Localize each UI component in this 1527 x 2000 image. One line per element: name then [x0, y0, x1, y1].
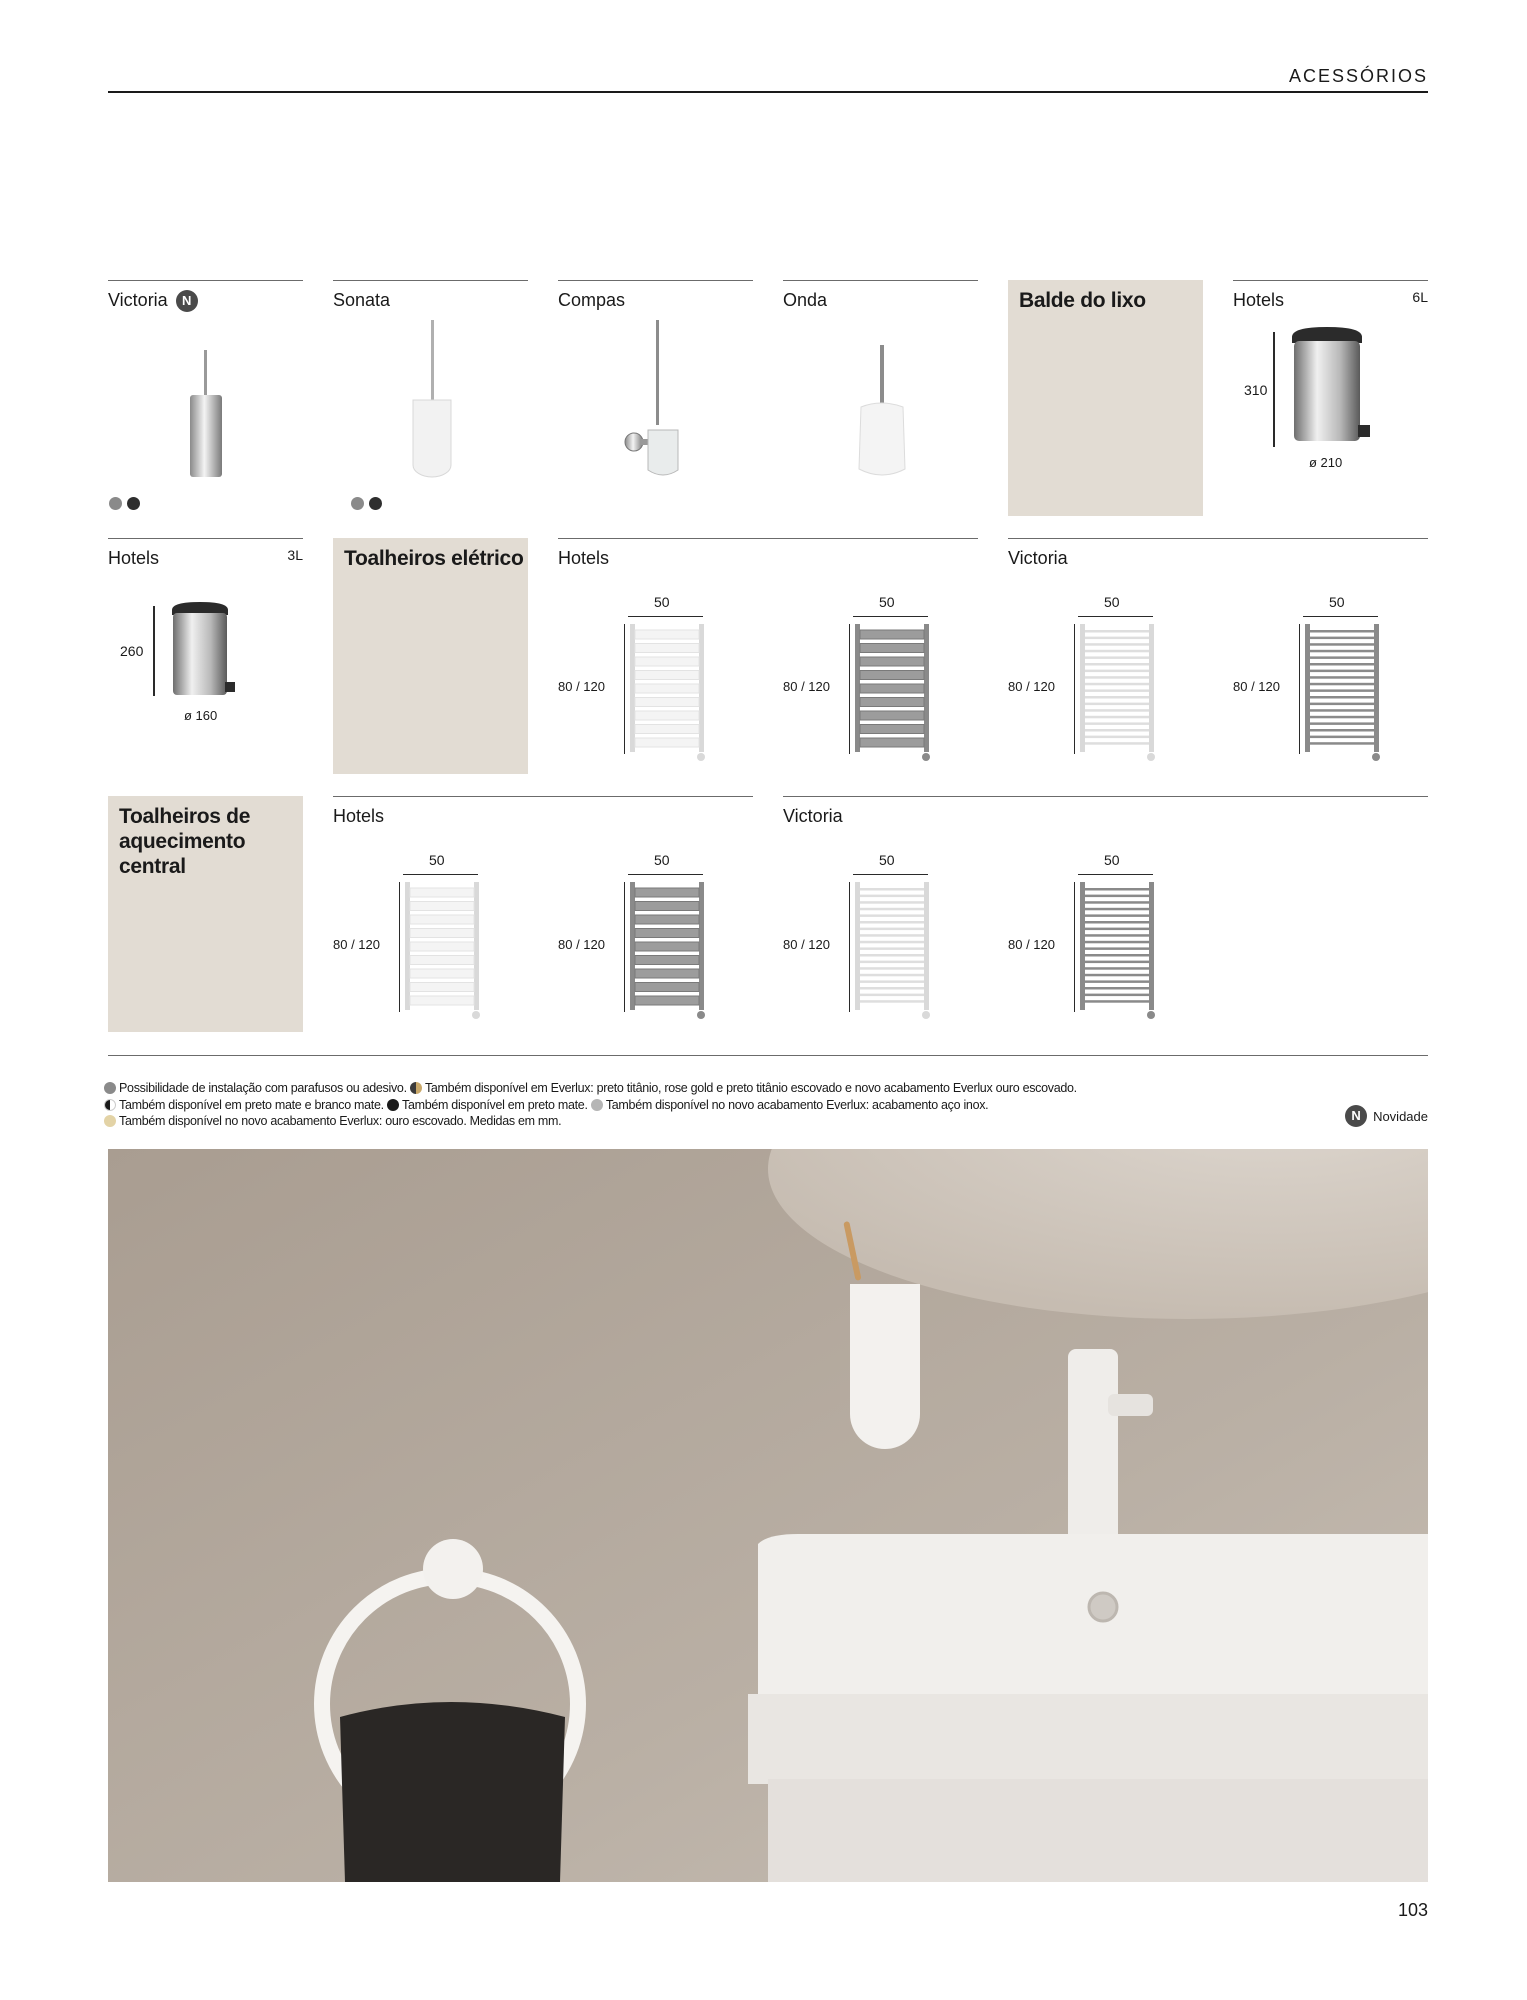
pedal-bin-image	[1288, 325, 1383, 455]
pedal-bin-image	[168, 600, 248, 705]
product-name: Hotels	[108, 548, 160, 568]
width-dimension-line	[853, 874, 928, 875]
height-dimension-line	[153, 606, 155, 696]
height-dimension-line	[624, 624, 625, 754]
legend-text: Também disponível em Everlux: preto titânio, rose gold e preto titânio escovado e novo acabamento Everlux ouro escovado.	[424, 1081, 1077, 1095]
legend-text: Possibilidade de instalação com parafusos ou adesivo.	[119, 1081, 407, 1095]
towel-rail-image	[853, 622, 933, 762]
product-name: Sonata	[333, 290, 391, 310]
legend-text: Também disponível no novo acabamento Everlux: acabamento aço inox.	[605, 1097, 989, 1112]
bins-section-header	[1008, 280, 1203, 516]
toilet-brush-image	[403, 320, 463, 485]
black-white-matte-icon	[104, 1099, 116, 1111]
new-legend-label: Novidade	[1373, 1109, 1428, 1124]
diameter-dimension: ø 160	[184, 708, 218, 723]
height-dimension-line	[624, 882, 625, 1012]
divider	[783, 280, 978, 281]
height-dimension: 260	[120, 643, 144, 659]
towel-rail-item[interactable]	[783, 538, 978, 778]
toilet-brush-image	[178, 350, 238, 480]
central-heating-towel-rails-header	[108, 796, 303, 1032]
finish-dot-grey	[351, 497, 364, 510]
towel-rail-item[interactable]	[783, 796, 978, 1036]
divider	[1233, 280, 1428, 281]
section-heading: Toalheiros elétrico	[344, 547, 524, 570]
divider	[108, 280, 303, 281]
section-title: ACESSÓRIOS	[1288, 66, 1428, 86]
width-dimension: 50	[1329, 594, 1345, 610]
towel-rail-item[interactable]	[1008, 538, 1203, 778]
height-dimension: 80 / 120	[558, 679, 605, 694]
width-dimension: 50	[1104, 594, 1120, 610]
group-name: Hotels	[558, 548, 610, 568]
capacity-label: 3L	[287, 547, 303, 563]
width-dimension-line	[628, 874, 703, 875]
towel-rail-item[interactable]	[558, 796, 753, 1036]
towel-rail-item[interactable]	[1233, 538, 1428, 778]
brushed-gold-icon	[104, 1115, 116, 1127]
section-heading: Toalheiros de aquecimento central	[119, 805, 251, 878]
black-matte-icon	[387, 1099, 399, 1111]
towel-rail-item[interactable]	[333, 796, 528, 1036]
towel-rail-image	[1078, 622, 1158, 762]
width-dimension: 50	[654, 852, 670, 868]
height-dimension: 80 / 120	[333, 937, 380, 952]
towel-rail-image	[1303, 622, 1383, 762]
group-name: Victoria	[1008, 548, 1068, 568]
product-compas-brush[interactable]	[558, 280, 753, 520]
height-dimension-line	[1299, 624, 1300, 754]
height-dimension-line	[849, 882, 850, 1012]
width-dimension: 50	[429, 852, 445, 868]
width-dimension: 50	[879, 852, 895, 868]
width-dimension: 50	[654, 594, 670, 610]
width-dimension-line	[1078, 874, 1153, 875]
product-onda-brush[interactable]	[783, 280, 978, 520]
bathroom-photo	[108, 1149, 1428, 1882]
legend-divider	[108, 1055, 1428, 1056]
legend-text: Também disponível em preto mate e branco mate.	[119, 1097, 384, 1112]
divider	[558, 280, 753, 281]
legend	[104, 1080, 1077, 1130]
product-name: Onda	[783, 290, 828, 310]
diameter-dimension: ø 210	[1309, 455, 1343, 470]
height-dimension: 80 / 120	[558, 937, 605, 952]
towel-rail-image	[628, 880, 708, 1020]
height-dimension: 310	[1244, 382, 1268, 398]
product-hotels-bin-3l[interactable]	[108, 538, 303, 778]
steel-finish-icon	[591, 1099, 603, 1111]
new-legend	[1345, 1105, 1428, 1127]
toilet-brush-image	[853, 345, 913, 490]
width-dimension-line	[403, 874, 478, 875]
height-dimension: 80 / 120	[783, 679, 830, 694]
towel-rail-item[interactable]	[558, 538, 753, 778]
new-badge: N	[1345, 1105, 1367, 1127]
towel-rail-image	[1078, 880, 1158, 1020]
legend-text: Também disponível no novo acabamento Everlux: ouro escovado. Medidas em mm.	[119, 1114, 562, 1128]
width-dimension: 50	[879, 594, 895, 610]
towel-rail-image	[853, 880, 933, 1020]
height-dimension-line	[1273, 332, 1275, 447]
towel-rail-image	[403, 880, 483, 1020]
height-dimension-line	[1074, 882, 1075, 1012]
height-dimension-line	[849, 624, 850, 754]
height-dimension-line	[399, 882, 400, 1012]
product-name: Hotels	[1233, 290, 1285, 310]
height-dimension: 80 / 120	[783, 937, 830, 952]
electric-towel-rails-header	[333, 538, 528, 774]
finish-dot-grey	[109, 497, 122, 510]
towel-rail-image	[628, 622, 708, 762]
height-dimension: 80 / 120	[1008, 679, 1055, 694]
width-dimension-line	[1303, 616, 1378, 617]
product-sonata-brush[interactable]	[333, 280, 528, 520]
height-dimension-line	[1074, 624, 1075, 754]
bathroom-illustration	[108, 1149, 1428, 1882]
group-name: Hotels	[333, 806, 385, 826]
width-dimension-line	[628, 616, 703, 617]
height-dimension: 80 / 120	[1233, 679, 1280, 694]
divider	[108, 538, 303, 539]
section-heading: Balde do lixo	[1019, 289, 1146, 312]
new-badge: N	[176, 290, 198, 312]
capacity-label: 6L	[1412, 289, 1428, 305]
legend-text: Também disponível em preto mate.	[402, 1097, 588, 1112]
finish-dot-black	[369, 497, 382, 510]
product-hotels-bin-6l[interactable]	[1233, 280, 1428, 520]
width-dimension-line	[853, 616, 928, 617]
towel-rail-item[interactable]	[1008, 796, 1203, 1036]
product-victoria-brush[interactable]	[108, 280, 303, 520]
width-dimension-line	[1078, 616, 1153, 617]
product-name: Victoria	[108, 290, 168, 310]
page-number: 103	[1397, 1900, 1428, 1920]
product-name: Compas	[558, 290, 626, 310]
header-divider	[108, 91, 1428, 93]
screw-adhesive-icon	[104, 1082, 116, 1094]
group-name: Victoria	[783, 806, 843, 826]
everlux-finish-icon	[410, 1082, 422, 1094]
divider	[333, 280, 528, 281]
width-dimension: 50	[1104, 852, 1120, 868]
finish-dot-black	[127, 497, 140, 510]
toilet-brush-image	[618, 320, 698, 490]
height-dimension: 80 / 120	[1008, 937, 1055, 952]
